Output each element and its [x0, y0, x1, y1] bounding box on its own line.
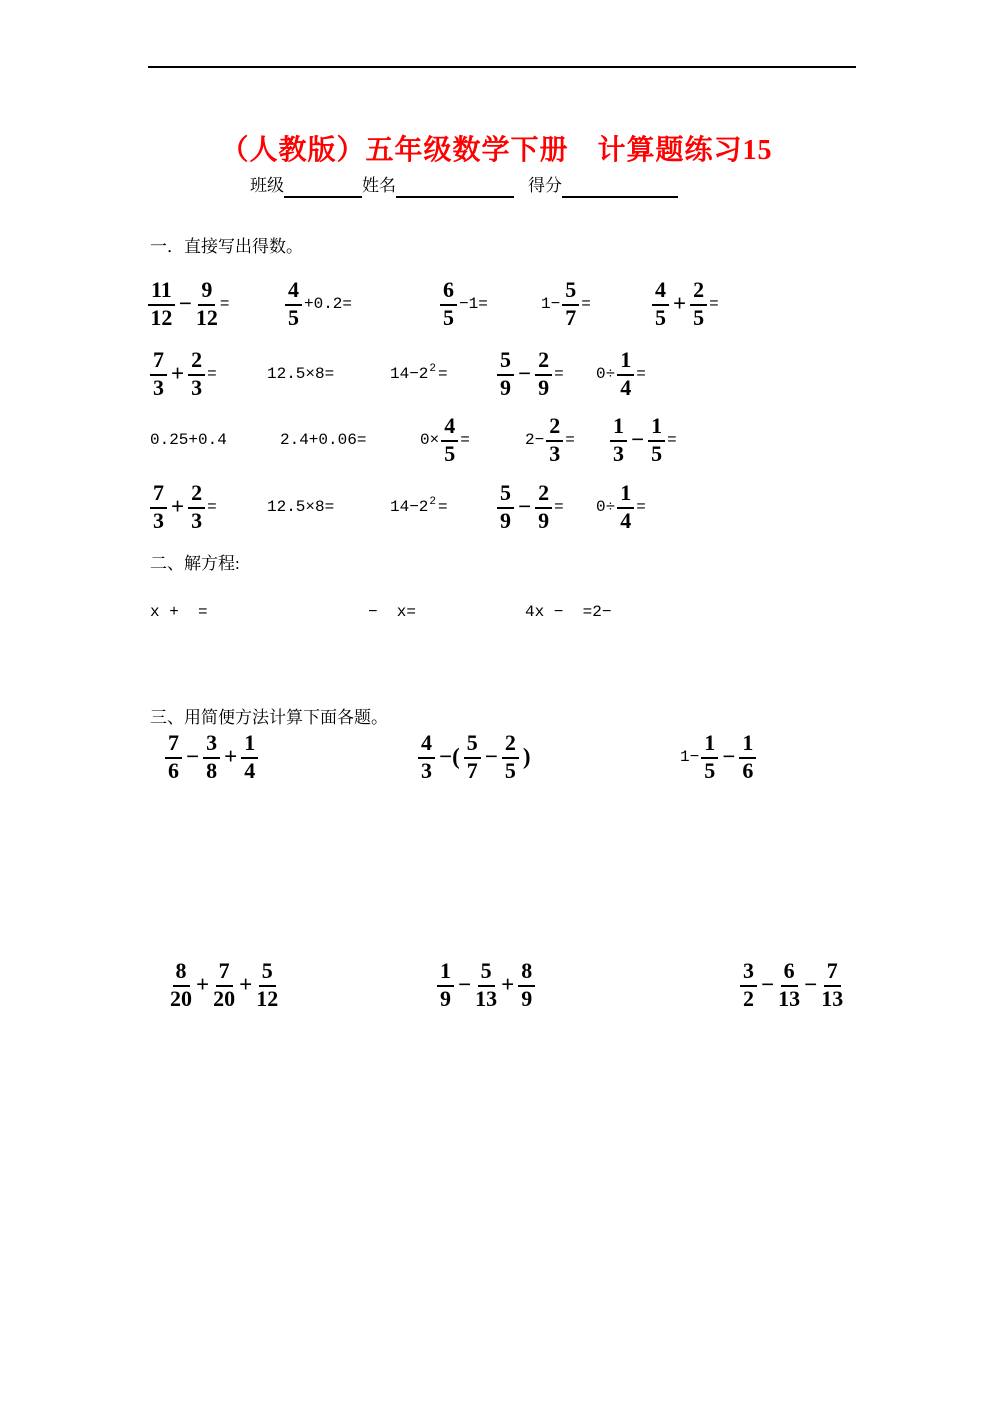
fraction-numerator: 5	[259, 960, 276, 986]
math-operator: −	[631, 427, 645, 452]
fraction-numerator: 6	[781, 960, 798, 986]
fraction-numerator: 1	[610, 415, 627, 441]
math-text: 14−2	[390, 498, 429, 516]
fraction	[440, 279, 457, 329]
fraction	[497, 482, 514, 532]
math-operator: +	[501, 972, 515, 997]
math-problem	[267, 479, 334, 535]
fraction-denominator: 9	[538, 507, 550, 533]
fraction	[518, 960, 535, 1010]
math-problem	[368, 584, 416, 640]
fraction-denominator: 5	[443, 304, 454, 330]
fraction	[739, 732, 756, 782]
math-operator: −(	[439, 744, 460, 769]
fraction-denominator: 3	[153, 374, 164, 400]
math-text: =	[709, 295, 719, 313]
fraction-numerator: 5	[562, 279, 579, 305]
math-operator: −	[804, 972, 818, 997]
fraction	[701, 732, 718, 782]
fraction	[535, 349, 552, 399]
math-problem	[497, 346, 564, 402]
fraction-numerator: 5	[478, 960, 495, 986]
fraction-denominator: 5	[504, 757, 516, 783]
math-text: =	[207, 365, 217, 383]
fraction-numerator: 7	[150, 482, 167, 508]
math-problem	[267, 346, 334, 402]
fraction-denominator: 7	[565, 304, 577, 330]
fraction-numerator: 2	[546, 415, 563, 441]
fraction-denominator: 9	[440, 985, 451, 1011]
fraction	[740, 960, 757, 1010]
math-operator: +	[673, 291, 687, 316]
score-field-label: 得分	[528, 176, 562, 195]
math-problem	[680, 729, 756, 785]
fraction	[497, 349, 514, 399]
fraction-numerator: 1	[701, 732, 718, 758]
fraction	[148, 279, 175, 329]
math-text: =	[636, 365, 646, 383]
fraction-denominator: 3	[613, 440, 624, 466]
fraction	[562, 279, 579, 329]
fraction-denominator: 5	[444, 440, 456, 466]
fraction	[256, 960, 278, 1010]
section-3-heading: 三、用简便方法计算下面各题。	[150, 708, 388, 727]
math-problem	[148, 276, 230, 332]
fraction-denominator: 13	[821, 985, 844, 1011]
math-problem	[285, 276, 352, 332]
fraction-numerator: 2	[502, 732, 519, 758]
fraction-denominator: 6	[168, 757, 179, 783]
math-problem	[165, 729, 258, 785]
fraction-numerator: 1	[617, 482, 634, 508]
fraction-denominator: 13	[778, 985, 801, 1011]
math-operator: −	[458, 972, 472, 997]
fraction-numerator: 2	[535, 349, 552, 375]
fraction-numerator: 7	[216, 960, 233, 986]
math-text: 0×	[420, 431, 440, 449]
math-text: =	[581, 295, 591, 313]
fraction-numerator: 8	[173, 960, 190, 986]
fraction	[196, 279, 218, 329]
math-text: 1−	[680, 748, 700, 766]
fraction-numerator: 2	[188, 349, 205, 375]
fraction-denominator: 8	[206, 757, 218, 783]
fraction	[546, 415, 563, 465]
math-operator: +	[239, 972, 253, 997]
fraction	[475, 960, 497, 1010]
math-problem	[418, 729, 533, 785]
name-field-label: 姓名	[362, 176, 396, 195]
math-problem	[596, 479, 646, 535]
math-text: 0.25+0.4	[150, 431, 227, 449]
math-problem	[150, 479, 217, 535]
math-text: =	[565, 431, 575, 449]
fraction-denominator: 9	[538, 374, 550, 400]
fraction	[617, 349, 634, 399]
fraction	[441, 415, 458, 465]
fraction-numerator: 2	[188, 482, 205, 508]
fraction-numerator: 5	[497, 349, 514, 375]
fraction-numerator: 5	[464, 732, 481, 758]
math-problem	[420, 412, 470, 468]
fraction-denominator: 3	[191, 507, 203, 533]
fraction	[170, 960, 192, 1010]
math-text: 1−	[541, 295, 561, 313]
math-text: 2.4+0.06=	[280, 431, 367, 449]
fraction	[535, 482, 552, 532]
math-problem	[150, 412, 227, 468]
fraction-numerator: 4	[418, 732, 435, 758]
math-text: =	[554, 498, 564, 516]
fraction-denominator: 3	[421, 757, 432, 783]
math-text: =	[667, 431, 677, 449]
math-problem	[652, 276, 719, 332]
fraction-denominator: 4	[244, 757, 256, 783]
fraction	[150, 482, 167, 532]
class-field-label: 班级	[250, 176, 284, 195]
math-problem	[525, 584, 611, 640]
fraction-numerator: 1	[739, 732, 756, 758]
math-problem	[150, 346, 217, 402]
fraction-denominator: 9	[500, 374, 511, 400]
fraction-denominator: 2	[743, 985, 754, 1011]
math-problem	[740, 957, 843, 1013]
math-problem	[440, 276, 488, 332]
math-text: =	[219, 295, 230, 313]
math-text: 12.5×8=	[267, 365, 335, 383]
fraction	[150, 349, 167, 399]
fraction-numerator: 7	[150, 349, 167, 375]
fraction-denominator: 9	[521, 985, 533, 1011]
fraction-denominator: 3	[191, 374, 203, 400]
fraction-denominator: 4	[620, 374, 632, 400]
math-text: =	[460, 431, 470, 449]
section-1-heading: 一．直接写出得数。	[150, 237, 303, 256]
math-operator: )	[522, 744, 531, 769]
fraction-numerator: 3	[740, 960, 757, 986]
math-problem	[280, 412, 366, 468]
section-2-heading: 二、解方程:	[150, 554, 240, 573]
fraction	[648, 415, 665, 465]
math-problem	[497, 479, 564, 535]
math-text: =	[636, 498, 646, 516]
fraction-numerator: 1	[648, 415, 665, 441]
page-title: （人教版）五年级数学下册 计算题练习15	[220, 135, 773, 166]
exponent-superscript: 2	[429, 363, 437, 375]
fraction-numerator: 1	[437, 960, 454, 986]
math-operator: +	[196, 972, 210, 997]
math-text: =	[438, 498, 448, 516]
fraction-numerator: 7	[824, 960, 841, 986]
fraction	[418, 732, 435, 782]
math-text: −1=	[459, 295, 488, 313]
math-operator: −	[178, 291, 192, 316]
math-text: x + =	[150, 603, 208, 621]
math-text: +0.2=	[304, 295, 353, 313]
fraction	[690, 279, 707, 329]
math-problem	[525, 412, 575, 468]
math-operator: −	[518, 361, 532, 386]
math-operator: +	[171, 361, 185, 386]
fraction-denominator: 5	[704, 757, 716, 783]
fraction	[285, 279, 302, 329]
math-problem	[390, 346, 448, 402]
fraction	[502, 732, 519, 782]
fraction-denominator: 4	[620, 507, 632, 533]
fraction	[188, 349, 205, 399]
fraction	[241, 732, 258, 782]
math-problem	[610, 412, 677, 468]
fraction-denominator: 13	[475, 985, 498, 1011]
fraction	[778, 960, 800, 1010]
math-text: 2−	[525, 431, 545, 449]
fraction-numerator: 7	[165, 732, 182, 758]
fraction-denominator: 5	[693, 304, 705, 330]
fraction	[203, 732, 220, 782]
math-problem	[150, 584, 208, 640]
math-text: 12.5×8=	[267, 498, 335, 516]
math-operator: −	[518, 494, 532, 519]
fraction-numerator: 1	[617, 349, 634, 375]
math-problem	[437, 957, 535, 1013]
fraction-denominator: 5	[651, 440, 663, 466]
math-operator: −	[722, 744, 736, 769]
fraction-denominator: 12	[150, 304, 173, 330]
fraction-denominator: 3	[549, 440, 561, 466]
fraction	[821, 960, 843, 1010]
fraction-numerator: 4	[441, 415, 458, 441]
fraction-numerator: 4	[285, 279, 302, 305]
math-text: 14−2	[390, 365, 429, 383]
math-text: 4x − =2−	[525, 603, 612, 621]
math-problem	[596, 346, 646, 402]
math-text: =	[438, 365, 448, 383]
fraction-denominator: 7	[466, 757, 478, 783]
math-operator: +	[171, 494, 185, 519]
fraction-denominator: 6	[742, 757, 754, 783]
fraction	[213, 960, 235, 1010]
fraction-denominator: 3	[153, 507, 164, 533]
math-operator: +	[224, 744, 238, 769]
fraction-denominator: 12	[195, 304, 218, 330]
fraction	[464, 732, 481, 782]
fraction	[610, 415, 627, 465]
exponent-superscript: 2	[429, 496, 437, 508]
fraction-numerator: 5	[497, 482, 514, 508]
math-problem	[390, 479, 448, 535]
math-operator: −	[186, 744, 200, 769]
fraction-numerator: 11	[148, 279, 175, 305]
math-text: =	[554, 365, 564, 383]
fraction-denominator: 12	[256, 985, 279, 1011]
math-text: 0÷	[596, 365, 616, 383]
fraction-numerator: 2	[535, 482, 552, 508]
fraction	[617, 482, 634, 532]
math-operator: −	[484, 744, 498, 769]
math-text: − x=	[368, 603, 417, 621]
fraction-denominator: 5	[655, 304, 666, 330]
fraction-numerator: 4	[652, 279, 669, 305]
fraction-numerator: 1	[241, 732, 258, 758]
fraction-denominator: 9	[500, 507, 511, 533]
math-operator: −	[761, 972, 775, 997]
fraction-numerator: 2	[690, 279, 707, 305]
fraction-numerator: 8	[518, 960, 535, 986]
fraction-numerator: 6	[440, 279, 457, 305]
math-text: =	[207, 498, 217, 516]
fraction-numerator: 3	[203, 732, 220, 758]
fraction	[437, 960, 454, 1010]
fraction-denominator: 5	[288, 304, 299, 330]
math-problem	[170, 957, 278, 1013]
math-text: 0÷	[596, 498, 616, 516]
fraction-numerator: 9	[198, 279, 215, 305]
fraction	[188, 482, 205, 532]
math-problem	[541, 276, 591, 332]
fraction	[652, 279, 669, 329]
fraction	[165, 732, 182, 782]
fraction-denominator: 20	[170, 985, 192, 1011]
fraction-denominator: 20	[213, 985, 236, 1011]
